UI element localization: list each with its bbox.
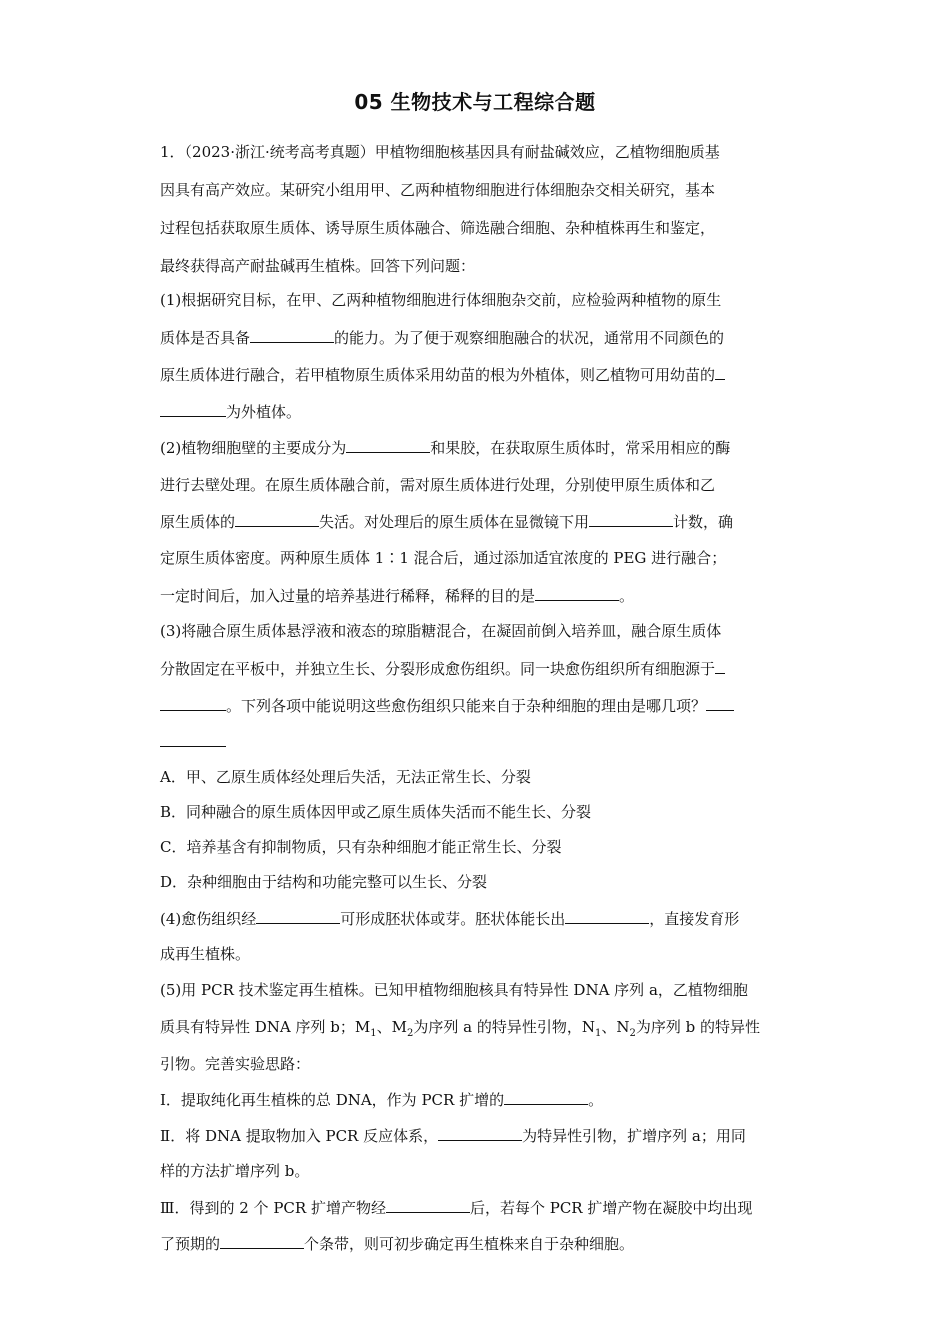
option-b: B．同种融合的原生质体因甲或乙原生质体失活而不能生长、分裂 xyxy=(160,803,592,821)
subscript: 1 xyxy=(370,1028,377,1039)
part-2-line-1 xyxy=(160,437,800,458)
part-4-text: (4)愈伤组织经 xyxy=(160,910,257,928)
step-text: 为特异性引物，扩增序列 a；用同 xyxy=(522,1127,746,1145)
question-1-line-1: 1．（2023·浙江·统考高考真题）甲植物细胞核基因具有耐盐碱效应，乙植物细胞质基 xyxy=(160,143,720,161)
part-2-text: 失活。对处理后的原生质体在显微镜下用 xyxy=(319,513,590,531)
answer-blank[interactable] xyxy=(386,1197,470,1213)
question-1-line-3: 过程包括获取原生质体、诱导原生质体融合、筛选融合细胞、杂种植株再生和鉴定， xyxy=(160,219,716,237)
part-1-text: 的能力。为了便于观察细胞融合的状况，通常用不同颜色的 xyxy=(334,329,725,347)
part-2-line-3 xyxy=(160,511,800,532)
part-5-text: 、M xyxy=(376,1018,407,1036)
option-a: A．甲、乙原生质体经处理后失活，无法正常生长、分裂 xyxy=(160,768,531,786)
answer-blank[interactable] xyxy=(565,908,649,924)
step-text: 了预期的 xyxy=(160,1235,221,1253)
option-d: D．杂种细胞由于结构和功能完整可以生长、分裂 xyxy=(160,873,488,891)
answer-blank[interactable] xyxy=(589,511,673,527)
part-4-line-2: 成再生植株。 xyxy=(160,945,251,963)
page-title: 05 生物技术与工程综合题 xyxy=(354,90,596,114)
part-5-text: 、N xyxy=(601,1018,630,1036)
part-1-text: 原生质体进行融合，若甲植物原生质体采用幼苗的根为外植体，则乙植物可用幼苗的 xyxy=(160,366,716,384)
answer-blank[interactable] xyxy=(706,695,734,711)
answer-blank[interactable] xyxy=(504,1089,588,1105)
subscript: 1 xyxy=(594,1028,602,1039)
step-1 xyxy=(160,1089,800,1110)
part-1-line-2 xyxy=(160,327,800,348)
answer-blank[interactable] xyxy=(235,511,319,527)
part-5-text: 为序列 b 的特异性 xyxy=(635,1018,760,1036)
step-2-line-1 xyxy=(160,1125,800,1146)
step-3-line-2 xyxy=(160,1233,800,1254)
answer-blank[interactable] xyxy=(346,437,430,453)
question-1-line-2: 因具有高产效应。某研究小组用甲、乙两种植物细胞进行体细胞杂交相关研究，基本 xyxy=(160,181,716,199)
part-4-text: 可形成胚状体或芽。胚状体能长出 xyxy=(340,910,566,928)
answer-blank[interactable] xyxy=(438,1125,522,1141)
part-5-text: 质具有特异性 DNA 序列 b；M xyxy=(160,1018,371,1036)
part-1-text: 为外植体。 xyxy=(226,403,302,421)
part-3-text: 。下列各项中能说明这些愈伤组织只能来自于杂种细胞的理由是哪几项？ xyxy=(226,697,707,715)
part-2-line-2: 进行去壁处理。在原生质体融合前，需对原生质体进行处理，分别使甲原生质体和乙 xyxy=(160,476,716,494)
answer-blank[interactable] xyxy=(715,364,725,380)
answer-blank[interactable] xyxy=(535,585,619,601)
step-text: 后，若每个 PCR 扩增产物在凝胶中均出现 xyxy=(469,1199,753,1217)
step-3-line-1 xyxy=(160,1197,800,1218)
step-text: Ⅲ．得到的 2 个 PCR 扩增产物经 xyxy=(160,1199,386,1217)
option-c: C．培养基含有抑制物质，只有杂种细胞才能正常生长、分裂 xyxy=(160,838,562,856)
answer-blank[interactable] xyxy=(220,1233,304,1249)
step-text: Ⅰ．提取纯化再生植株的总 DNA，作为 PCR 扩增的 xyxy=(160,1091,505,1109)
question-1-line-4: 最终获得高产耐盐碱再生植株。回答下列问题： xyxy=(160,257,476,275)
part-2-line-4: 定原生质体密度。两种原生质体 1∶1 混合后，通过添加适宜浓度的 PEG 进行融合； xyxy=(160,549,727,567)
part-3-text: 分散固定在平板中，并独立生长、分裂形成愈伤组织。同一块愈伤组织所有细胞源于 xyxy=(160,660,716,678)
part-2-text: (2)植物细胞壁的主要成分为 xyxy=(160,439,347,457)
step-2-line-2: 样的方法扩增序列 b。 xyxy=(160,1162,310,1180)
part-2-text: 原生质体的 xyxy=(160,513,236,531)
part-4-line-1 xyxy=(160,908,800,929)
part-5-line-2 xyxy=(160,1017,800,1044)
step-text: 个条带，则可初步确定再生植株来自于杂种细胞。 xyxy=(304,1235,635,1253)
part-2-text: 。 xyxy=(619,587,635,605)
part-1-line-1: (1)根据研究目标，在甲、乙两种植物细胞进行体细胞杂交前，应检验两种植物的原生 xyxy=(160,291,722,309)
part-5-line-3: 引物。完善实验思路： xyxy=(160,1055,311,1073)
answer-blank[interactable] xyxy=(250,327,334,343)
part-3-line-3 xyxy=(160,695,800,716)
answer-blank[interactable] xyxy=(160,731,226,747)
part-1-line-3 xyxy=(160,364,800,385)
part-1-line-4 xyxy=(160,401,800,422)
answer-blank[interactable] xyxy=(715,658,725,674)
part-5-text: 为序列 a 的特异性引物，N xyxy=(413,1018,595,1036)
part-1-text: 质体是否具备 xyxy=(160,329,251,347)
part-2-line-5 xyxy=(160,585,800,606)
answer-blank[interactable] xyxy=(160,695,226,711)
subscript: 2 xyxy=(406,1028,414,1039)
part-4-text: ，直接发育形 xyxy=(649,910,740,928)
subscript: 2 xyxy=(629,1028,636,1039)
step-text: 。 xyxy=(588,1091,604,1109)
part-2-text: 一定时间后，加入过量的培养基进行稀释，稀释的目的是 xyxy=(160,587,536,605)
part-3-line-1: (3)将融合原生质体悬浮液和液态的琼脂糖混合，在凝固前倒入培养皿，融合原生质体 xyxy=(160,622,722,640)
answer-blank[interactable] xyxy=(256,908,340,924)
answer-blank[interactable] xyxy=(160,401,226,417)
step-text: Ⅱ．将 DNA 提取物加入 PCR 反应体系， xyxy=(160,1127,439,1145)
part-5-line-1: (5)用 PCR 技术鉴定再生植株。已知甲植物细胞核具有特异性 DNA 序列 a，乙植物细胞 xyxy=(160,981,748,999)
part-3-line-2 xyxy=(160,658,800,679)
part-2-text: 计数，确 xyxy=(673,513,734,531)
part-2-text: 和果胶，在获取原生质体时，常采用相应的酶 xyxy=(430,439,731,457)
part-3-line-4 xyxy=(160,731,800,752)
